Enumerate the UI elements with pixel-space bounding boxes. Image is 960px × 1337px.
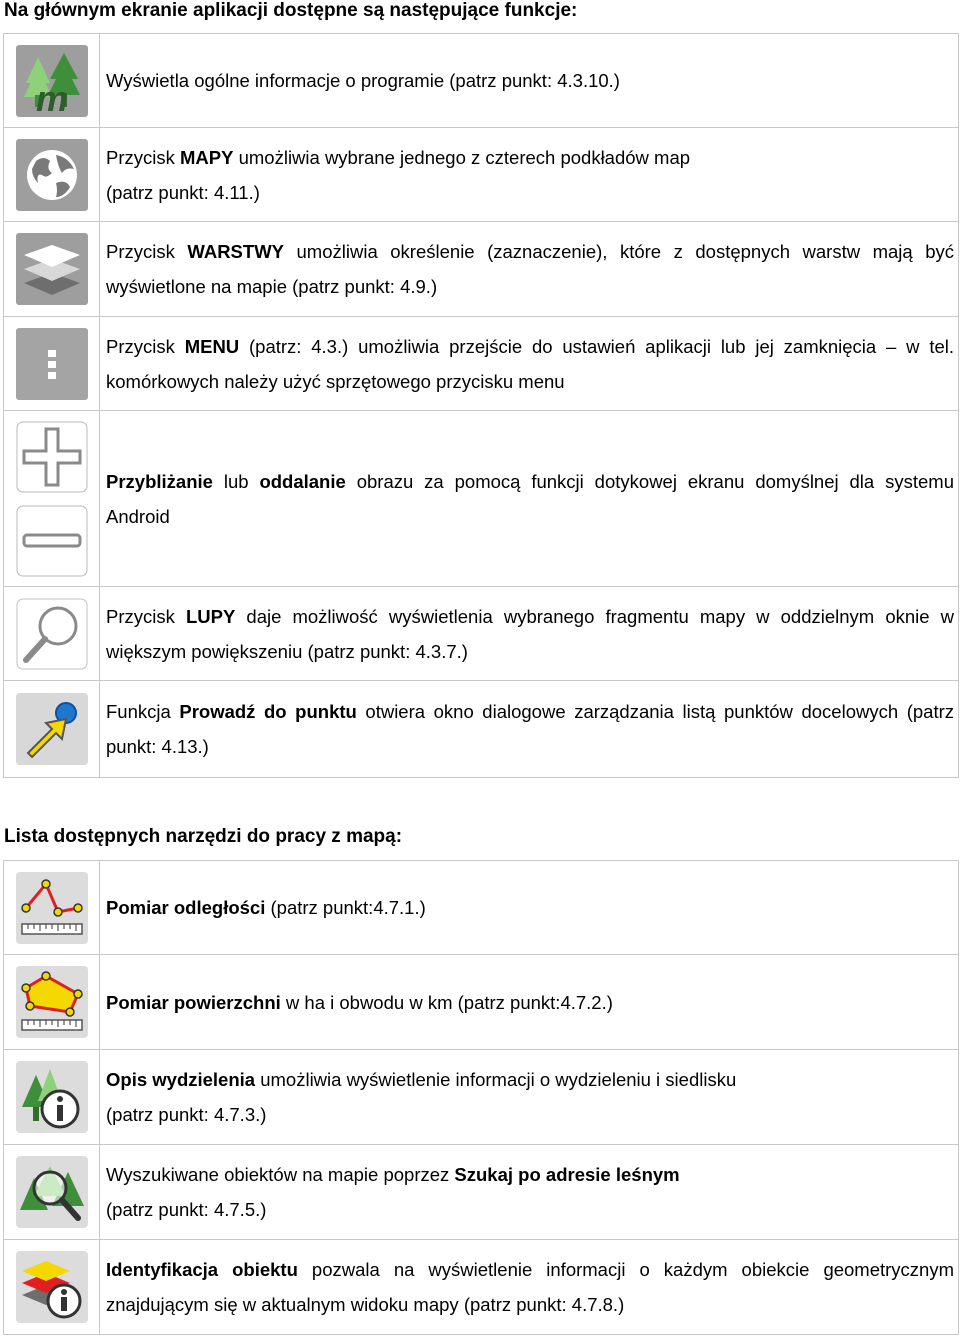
identify-object-icon[interactable] [16,1251,88,1323]
row-text-bold: oddalanie [259,470,346,492]
row-text: Przycisk [106,335,185,357]
row-text: (patrz punkt: 4.7.3.) [106,1104,267,1125]
row-text: pozwala na wyświetlenie informacji o każdym obiekcie geometrycznym znajdującym się w aktualnym widoku mapy (patrz punkt: 4.7.8.) [106,1259,955,1315]
row-text: Wyszukiwane obiektów na mapie poprzez [106,1164,455,1185]
row-text: Wyświetla ogólne informacje o programie (patrz punkt: 4.3.10.) [106,70,620,91]
row-text: Przycisk [106,146,180,168]
row-text: umożliwia określenie (zaznaczenie), które z dostępnych warstw mają być wyświetlone na mapie (patrz punkt: 4.9.) [106,241,954,297]
menu-dots-icon[interactable] [16,328,88,400]
row-text-bold: Szukaj po adresie leśnym [454,1164,680,1185]
table-row [4,34,959,128]
zoom-in-icon[interactable] [16,421,88,493]
row-text-bold: MENU [184,335,240,357]
row-text: (patrz punkt:4.7.1.) [265,897,426,918]
table-row [4,1050,959,1145]
globe-icon[interactable] [16,139,88,211]
table-row [4,861,959,955]
row-text: umożliwia wybrane jednego z czterech podkładów map [233,146,691,168]
measure-distance-icon[interactable] [16,872,88,944]
row-text: Przycisk [106,605,186,627]
row-text: w ha i obwodu w km (patrz punkt:4.7.2.) [280,991,613,1013]
zoom-out-icon[interactable] [16,505,88,577]
svg-text:m: m [35,77,68,117]
table-row [4,411,959,587]
row-text: (patrz: 4.3.) umożliwia przejście do ustawień aplikacji lub jej zamknięcia – w tel. komórkowych należy użyć sprzętowego przycisku menu [106,335,954,392]
table-row [4,222,959,317]
row-text-bold: Przybliżanie [106,470,213,492]
row-text: (patrz punkt: 4.11.) [106,181,260,203]
magnifier-icon[interactable] [16,598,88,670]
table-row [4,681,959,778]
navigate-arrow-icon[interactable] [16,693,88,765]
row-text: Funkcja [106,701,180,722]
row-text: obrazu za pomocą funkcji dotykowej ekranu domyślnej dla systemu Android [106,470,954,527]
table-row [4,1145,959,1240]
tools-table [3,860,959,1335]
row-text-bold: WARSTWY [187,241,284,262]
app-logo-icon[interactable] [16,45,88,117]
measure-area-icon[interactable] [16,966,88,1038]
forest-search-icon[interactable] [16,1156,88,1228]
row-text: umożliwia wyświetlenie informacji o wydzieleniu i siedlisku [255,1069,737,1090]
row-text: (patrz punkt: 4.7.5.) [106,1199,267,1220]
main-functions-table [3,33,959,778]
table-row [4,955,959,1050]
row-text: otwiera okno dialogowe zarządzania listą punktów docelowych (patrz punkt: 4.13.) [106,701,954,757]
main-functions-heading: Na głównym ekranie aplikacji dostępne są następujące funkcje: [4,0,578,21]
table-row [4,317,959,411]
row-text: Przycisk [106,241,188,262]
layers-icon[interactable] [16,233,88,305]
row-text-bold: Pomiar powierzchni [106,991,281,1013]
row-text-bold: Opis wydzielenia [106,1069,256,1090]
row-text-bold: Pomiar odległości [106,897,266,918]
row-text: daje możliwość wyświetlenia wybranego fragmentu mapy w oddzielnym oknie w większym powiększeniu (patrz punkt: 4.3.7.) [106,605,954,662]
forest-info-icon[interactable] [16,1061,88,1133]
row-text-bold: Identyfikacja obiektu [106,1259,298,1280]
tools-heading: Lista dostępnych narzędzi do pracy z mapą: [4,826,403,847]
row-text-bold: Prowadź do punktu [179,701,357,722]
row-text-bold: LUPY [185,605,236,627]
row-text: lub [212,470,260,492]
zoom-plus-minus-icon [4,421,99,577]
row-text-bold: MAPY [180,146,234,168]
table-row [4,587,959,681]
table-row [4,1240,959,1335]
table-row [4,128,959,222]
